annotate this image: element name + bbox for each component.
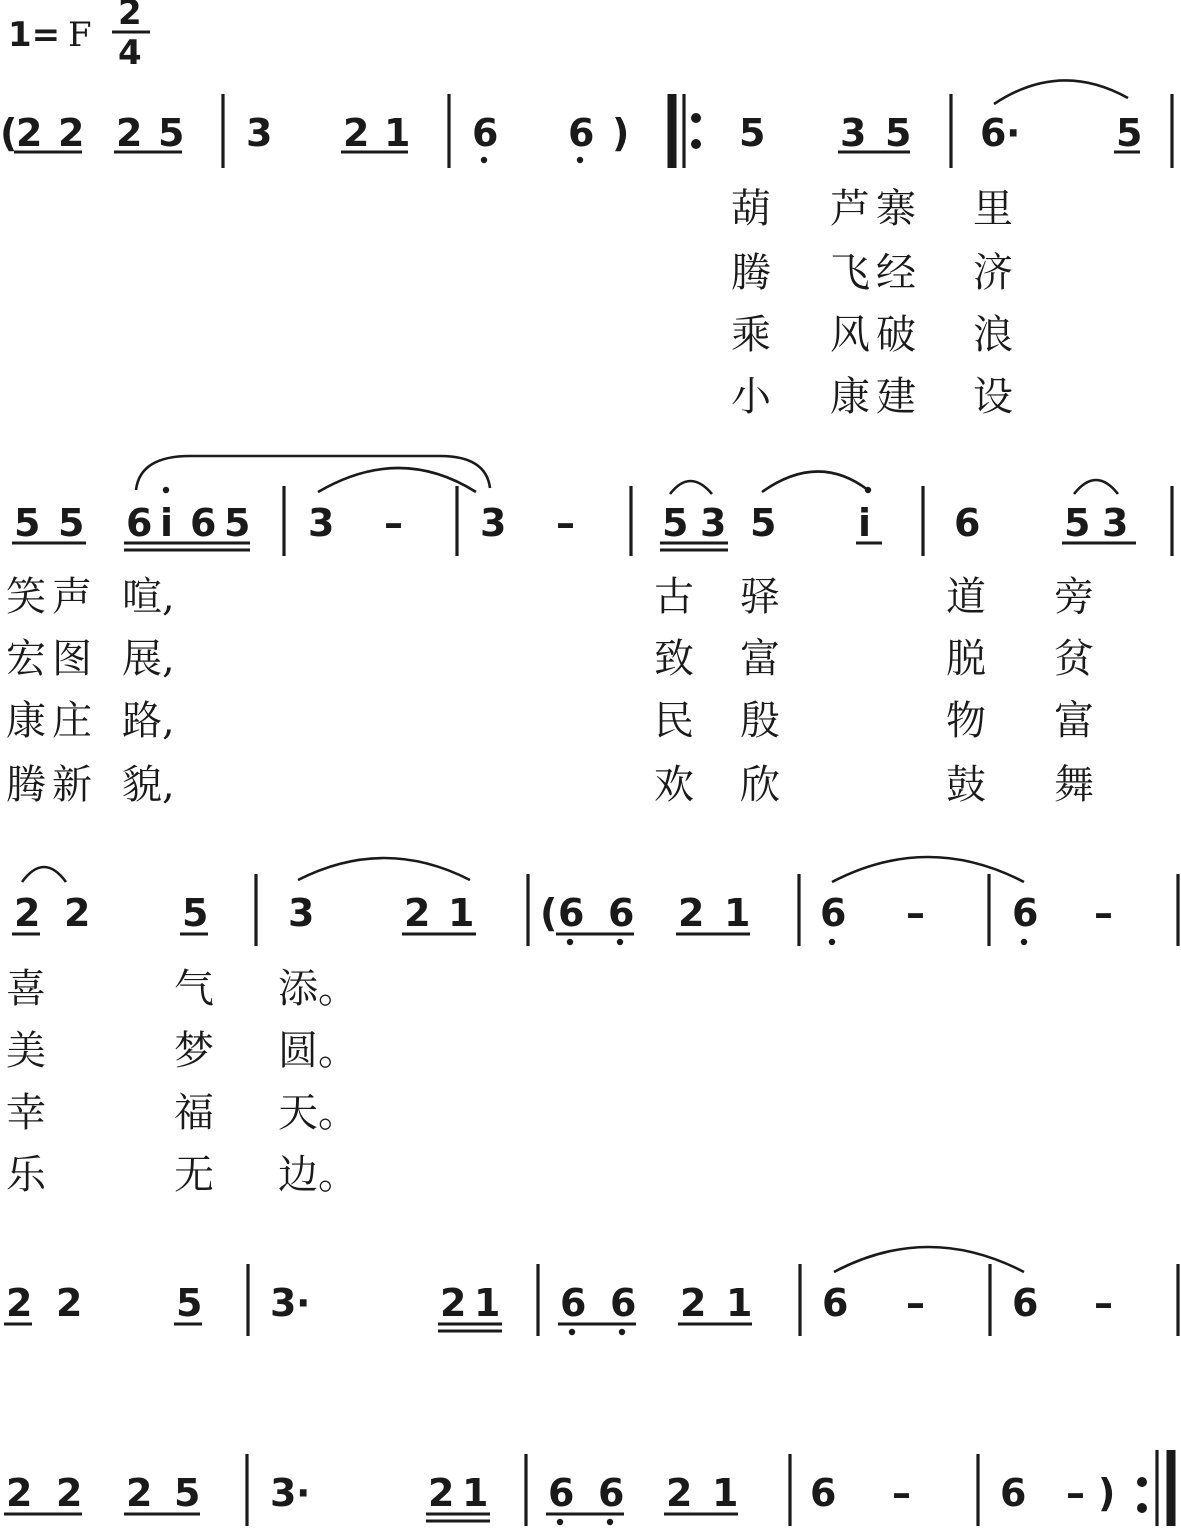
- lyric: 小: [731, 374, 771, 420]
- tie: [832, 857, 1024, 882]
- note: 5: [158, 111, 185, 155]
- lyric: 康: [830, 374, 870, 420]
- note: 6: [822, 1281, 849, 1325]
- note: 6: [548, 1471, 575, 1515]
- tie: [22, 867, 66, 882]
- lyric: 物: [946, 698, 986, 744]
- note: 6: [1012, 891, 1039, 935]
- lyric: 驿: [740, 574, 780, 620]
- lyric: 欣: [740, 762, 780, 808]
- note: 2: [680, 1281, 707, 1325]
- lyric: 添。: [278, 966, 358, 1012]
- note: 1: [712, 1471, 739, 1515]
- note: 6: [810, 1471, 837, 1515]
- time-signature-bottom: 4: [118, 33, 142, 73]
- dash: –: [906, 891, 925, 935]
- lyric: 舞: [1054, 762, 1094, 808]
- lyric: 道: [946, 574, 986, 620]
- note: 5: [662, 501, 689, 545]
- tie: [318, 468, 476, 492]
- lyric: 路,: [122, 698, 175, 744]
- note: 5: [1116, 111, 1143, 155]
- key-signature: [8, 15, 92, 55]
- lyric: 笑: [6, 574, 46, 620]
- note: 6: [558, 891, 585, 935]
- tie: [298, 858, 470, 880]
- note: 2: [64, 891, 91, 935]
- lyric: 致: [654, 636, 694, 682]
- repeat-start-sign: [672, 94, 701, 168]
- note: 2: [440, 1281, 467, 1325]
- dash: –: [906, 1281, 925, 1325]
- lyric: 天。: [278, 1090, 358, 1136]
- lyrics-verses: [6, 966, 358, 1198]
- augmentation-dot: ·: [296, 1471, 311, 1515]
- dash: –: [384, 501, 403, 545]
- tie: [994, 80, 1128, 104]
- dash: –: [1066, 1471, 1085, 1515]
- note: 5: [182, 891, 209, 935]
- lyric: 殷: [740, 698, 780, 744]
- key-note: F: [68, 15, 92, 55]
- note: 6: [560, 1281, 587, 1325]
- note: 2: [666, 1471, 693, 1515]
- lyric: 富: [1054, 698, 1094, 744]
- note: 2: [56, 1281, 83, 1325]
- note: 3: [270, 1471, 297, 1515]
- lyric: 图: [52, 636, 92, 682]
- note: i: [160, 501, 174, 545]
- tie: [762, 471, 868, 492]
- lyric: 鼓: [946, 762, 986, 808]
- lyric: 贫: [1054, 636, 1094, 682]
- lyric: 乘: [731, 312, 771, 358]
- dash: –: [1094, 1281, 1113, 1325]
- tie: [670, 481, 712, 494]
- lyric: 展,: [122, 636, 175, 682]
- note: 3: [700, 501, 727, 545]
- low-octave-dot: [829, 939, 835, 945]
- lyric: 飞: [830, 250, 870, 296]
- lyric: 寨: [876, 186, 916, 232]
- high-octave-dot: [163, 487, 169, 493]
- augmentation-dot: ·: [296, 1281, 311, 1325]
- note: 6: [980, 111, 1007, 155]
- low-octave-dot: [481, 157, 487, 163]
- note: 1: [462, 1471, 489, 1515]
- lyrics-verses: [6, 574, 1094, 808]
- note: 6: [472, 111, 499, 155]
- note: 1: [724, 891, 751, 935]
- note: 3: [288, 891, 315, 935]
- time-signature-top: 2: [118, 0, 142, 33]
- note: 6: [1012, 1281, 1039, 1325]
- note: 5: [174, 1471, 201, 1515]
- note: 5: [224, 501, 251, 545]
- note: 1: [474, 1281, 501, 1325]
- low-octave-dot: [569, 1329, 575, 1335]
- lyric: 幸: [6, 1090, 46, 1136]
- lyric: 边。: [278, 1152, 358, 1198]
- lyric: 康: [6, 698, 46, 744]
- note: 6: [954, 501, 981, 545]
- lyric: 浪: [973, 312, 1013, 358]
- lyric: 风: [830, 312, 870, 358]
- system-3: [6, 857, 1178, 1198]
- note: 3: [480, 501, 507, 545]
- note: 5: [750, 501, 777, 545]
- note: 2: [404, 891, 431, 935]
- system-5: [4, 1450, 1171, 1526]
- lyric: 福: [174, 1090, 214, 1136]
- lyric: 脱: [946, 636, 986, 682]
- system-1: [0, 80, 1172, 420]
- lyric: 富: [740, 636, 780, 682]
- note: 5: [739, 111, 766, 155]
- note: 3: [246, 111, 273, 155]
- note: 2: [428, 1471, 455, 1515]
- paren-open: (: [540, 891, 558, 935]
- note: 5: [1064, 501, 1091, 545]
- low-octave-dot: [557, 1519, 563, 1525]
- dash: –: [1094, 891, 1113, 935]
- paren-close: ): [1098, 1471, 1116, 1515]
- lyric: 旁: [1054, 574, 1094, 620]
- lyric: 无: [174, 1152, 214, 1198]
- note: 1: [726, 1281, 753, 1325]
- key-label: 1=: [8, 15, 61, 55]
- paren-open: (: [0, 111, 18, 155]
- tie: [1074, 480, 1118, 494]
- lyric: 葫: [731, 186, 771, 232]
- low-octave-dot: [577, 157, 583, 163]
- note: 2: [343, 111, 370, 155]
- note: 2: [678, 891, 705, 935]
- lyric: 喧,: [122, 574, 175, 620]
- note: 6: [1000, 1471, 1027, 1515]
- repeat-end-sign: [1137, 1450, 1171, 1526]
- lyric: 美: [6, 1028, 46, 1074]
- note: 6: [820, 891, 847, 935]
- lyric: 新: [52, 762, 92, 808]
- note: i: [858, 501, 872, 545]
- lyric: 济: [973, 250, 1013, 296]
- lyric: 欢: [654, 762, 694, 808]
- note: 3: [840, 111, 867, 155]
- note: 2: [14, 891, 41, 935]
- note: 3: [1102, 501, 1129, 545]
- lyric: 气: [174, 966, 214, 1012]
- lyric: 貌,: [122, 762, 175, 808]
- lyric: 民: [654, 698, 694, 744]
- paren-close: ): [612, 111, 630, 155]
- note: 6: [610, 1281, 637, 1325]
- lyric: 建: [876, 374, 916, 420]
- note: 6: [608, 891, 635, 935]
- dash: –: [892, 1471, 911, 1515]
- lyric: 声: [52, 574, 92, 620]
- note: 6: [126, 501, 153, 545]
- lyric: 腾: [6, 762, 46, 808]
- augmentation-dot: ·: [1006, 111, 1021, 155]
- lyric: 芦: [830, 186, 870, 232]
- time-signature: [112, 0, 150, 73]
- system-2: [6, 456, 1172, 808]
- note: 2: [6, 1281, 33, 1325]
- lyric: 圆。: [278, 1028, 358, 1074]
- lyric: 宏: [6, 636, 46, 682]
- tie: [834, 1247, 1024, 1272]
- note: 2: [126, 1471, 153, 1515]
- note: 2: [16, 111, 43, 155]
- note: 2: [58, 111, 85, 155]
- lyric: 乐: [6, 1152, 46, 1198]
- lyric: 喜: [6, 966, 46, 1012]
- note: 6: [190, 501, 217, 545]
- lyric: 古: [654, 574, 694, 620]
- system-4: [4, 1247, 1178, 1336]
- note: 6: [598, 1471, 625, 1515]
- dash: –: [556, 501, 575, 545]
- low-octave-dot: [607, 1519, 613, 1525]
- low-octave-dot: [1021, 939, 1027, 945]
- note: 5: [58, 501, 85, 545]
- lyric: 梦: [174, 1028, 214, 1074]
- note: 1: [448, 891, 475, 935]
- lyric: 庄: [52, 698, 92, 744]
- lyric: 腾: [731, 250, 771, 296]
- note: 2: [6, 1471, 33, 1515]
- low-octave-dot: [619, 1329, 625, 1335]
- note: 6: [568, 111, 595, 155]
- note: 3: [270, 1281, 297, 1325]
- lyric: 破: [876, 312, 916, 358]
- note: 5: [176, 1281, 203, 1325]
- note: 3: [308, 501, 335, 545]
- low-octave-dot: [617, 939, 623, 945]
- lyric: 设: [973, 374, 1013, 420]
- low-octave-dot: [567, 939, 573, 945]
- lyric: 里: [973, 186, 1013, 232]
- note: 2: [56, 1471, 83, 1515]
- note: 5: [14, 501, 41, 545]
- lyrics-verses: [731, 186, 1013, 420]
- lyric: 经: [876, 250, 916, 296]
- note: 2: [116, 111, 143, 155]
- note: 5: [885, 111, 912, 155]
- note: 1: [384, 111, 411, 155]
